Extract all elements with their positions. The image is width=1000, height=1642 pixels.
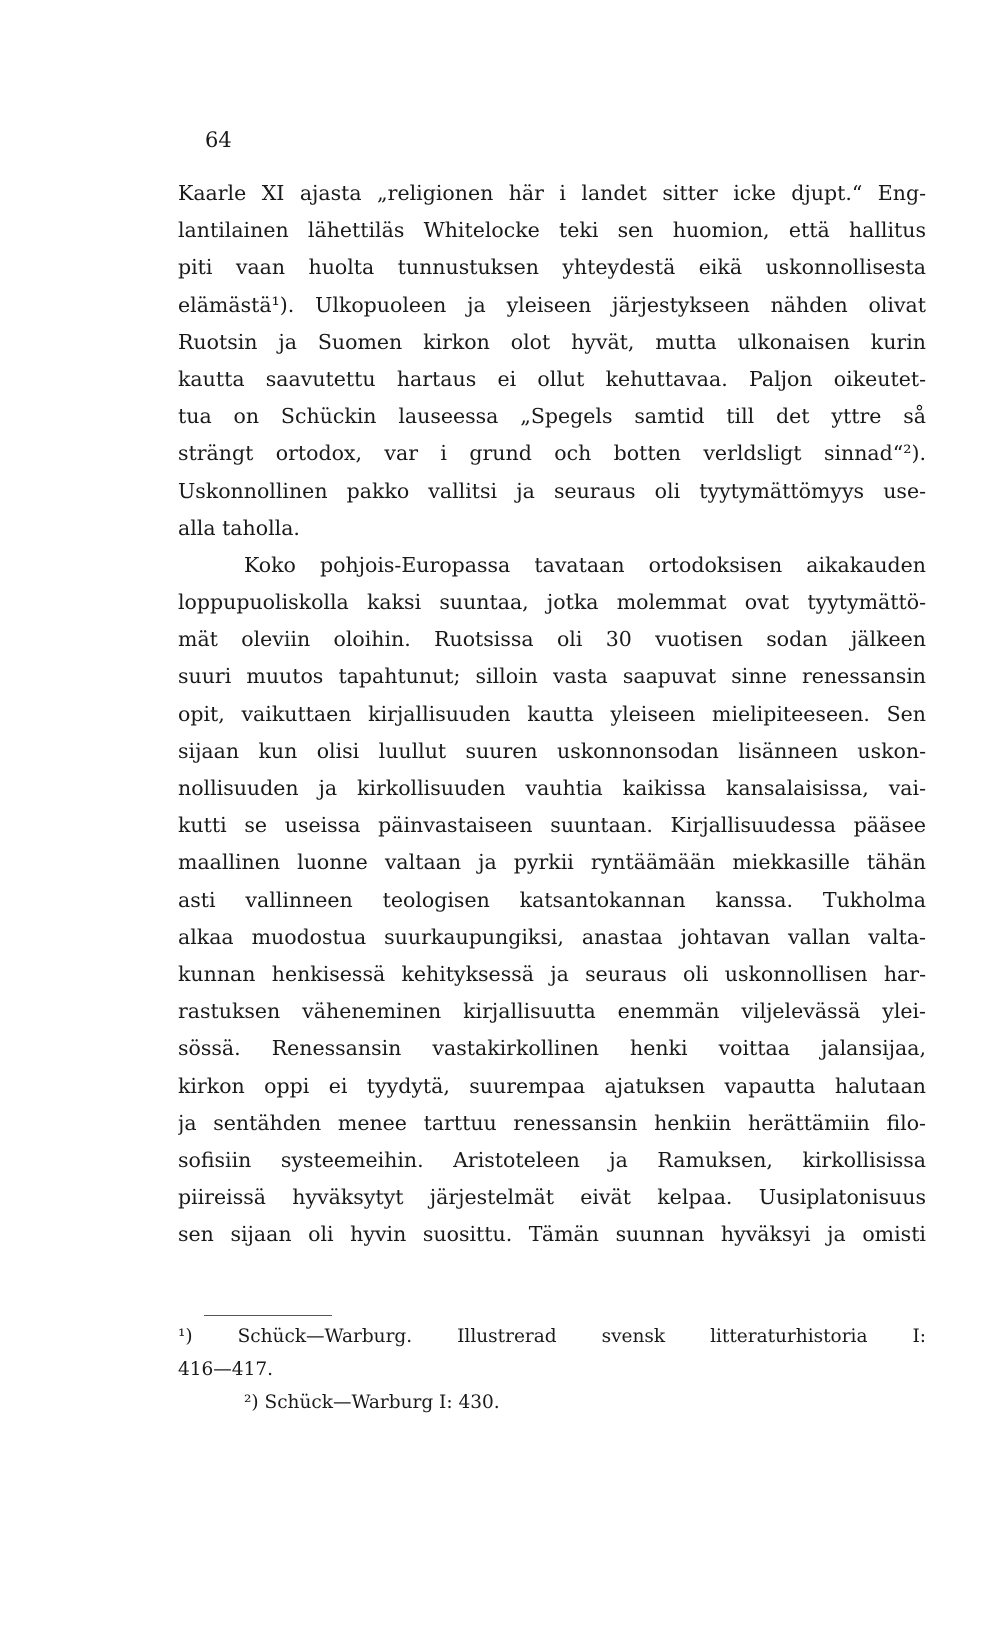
- footnote-line: 416—417.: [178, 1359, 274, 1380]
- footnote-separator: [204, 1315, 332, 1316]
- text-line: maallinen luonne valtaan ja pyrkii ryntäämään miekkasille tähän: [178, 850, 926, 875]
- text-line: ja sentähden menee tarttuu renessansin henkiin herättämiin filo-: [178, 1110, 926, 1135]
- text-line: sen sijaan oli hyvin suosittu. Tämän suunnan hyväksyi ja omisti: [178, 1222, 926, 1247]
- text-line: elämästä¹). Ulkopuoleen ja yleiseen järjestykseen nähden olivat: [178, 292, 926, 317]
- text-line: sofisiin systeemeihin. Aristoteleen ja Ramuksen, kirkollisissa: [178, 1147, 926, 1172]
- text-line: alkaa muodostua suurkaupungiksi, anastaa johtavan vallan valta-: [178, 924, 926, 949]
- text-line: Ruotsin ja Suomen kirkon olot hyvät, mutta ulkonaisen kurin: [178, 329, 926, 354]
- text-line: asti vallinneen teologisen katsantokannan kanssa. Tukholma: [178, 887, 926, 912]
- text-line: kirkon oppi ei tyydytä, suurempaa ajatuksen vapautta halutaan: [178, 1073, 926, 1098]
- text-line: sössä. Renessansin vastakirkollinen henki voittaa jalansijaa,: [178, 1036, 926, 1061]
- body-text: [178, 175, 926, 1253]
- text-line: nollisuuden ja kirkollisuuden vauhtia kaikissa kansalaisissa, vai-: [178, 776, 926, 800]
- text-line: opit, vaikuttaen kirjallisuuden kautta yleiseen mielipiteeseen. Sen: [178, 701, 926, 726]
- text-line: Koko pohjois-Europassa tavataan ortodoksisen aikakauden: [244, 552, 926, 577]
- text-line: rastuksen väheneminen kirjallisuutta enemmän viljelevässä ylei-: [178, 999, 926, 1024]
- text-line: lantilainen lähettiläs Whitelocke teki sen huomion, että hallitus: [178, 218, 926, 243]
- text-line: Kaarle XI ajasta „religionen här i landet sitter icke djupt.“ Eng-: [178, 181, 926, 205]
- page-number: 64: [205, 128, 232, 152]
- text-line: Uskonnollinen pakko vallitsi ja seuraus oli tyytymättömyys use-: [178, 478, 926, 503]
- footnote-line: ¹) Schück—Warburg. Illustrerad svensk litteraturhistoria I:: [178, 1326, 926, 1347]
- text-line: kunnan henkisessä kehityksessä ja seuraus oli uskonnollisen har-: [178, 961, 926, 986]
- text-line: strängt ortodox, var i grund och botten verldsligt sinnad“²).: [178, 441, 926, 466]
- text-line: alla taholla.: [178, 515, 300, 540]
- text-line: sijaan kun olisi luullut suuren uskonnonsodan lisänneen uskon-: [178, 738, 926, 763]
- text-line: loppupuoliskolla kaksi suuntaa, jotka molemmat ovat tyytymättö-: [178, 590, 926, 615]
- footnotes: [178, 1320, 926, 1419]
- text-line: suuri muutos tapahtunut; silloin vasta saapuvat sinne renessansin: [178, 664, 926, 689]
- text-line: piireissä hyväksytyt järjestelmät eivät kelpaa. Uusiplatonisuus: [178, 1185, 926, 1210]
- footnote-line: ²) Schück—Warburg I: 430.: [244, 1392, 500, 1413]
- text-line: kutti se useissa päinvastaiseen suuntaan. Kirjallisuudessa pääsee: [178, 813, 926, 838]
- text-line: kautta saavutettu hartaus ei ollut kehuttavaa. Paljon oikeutet-: [178, 366, 926, 391]
- text-line: mät oleviin oloihin. Ruotsissa oli 30 vuotisen sodan jälkeen: [178, 627, 926, 652]
- text-line: piti vaan huolta tunnustuksen yhteydestä eikä uskonnollisesta: [178, 255, 926, 280]
- text-line: tua on Schückin lauseessa „Spegels samtid till det yttre så: [178, 404, 926, 429]
